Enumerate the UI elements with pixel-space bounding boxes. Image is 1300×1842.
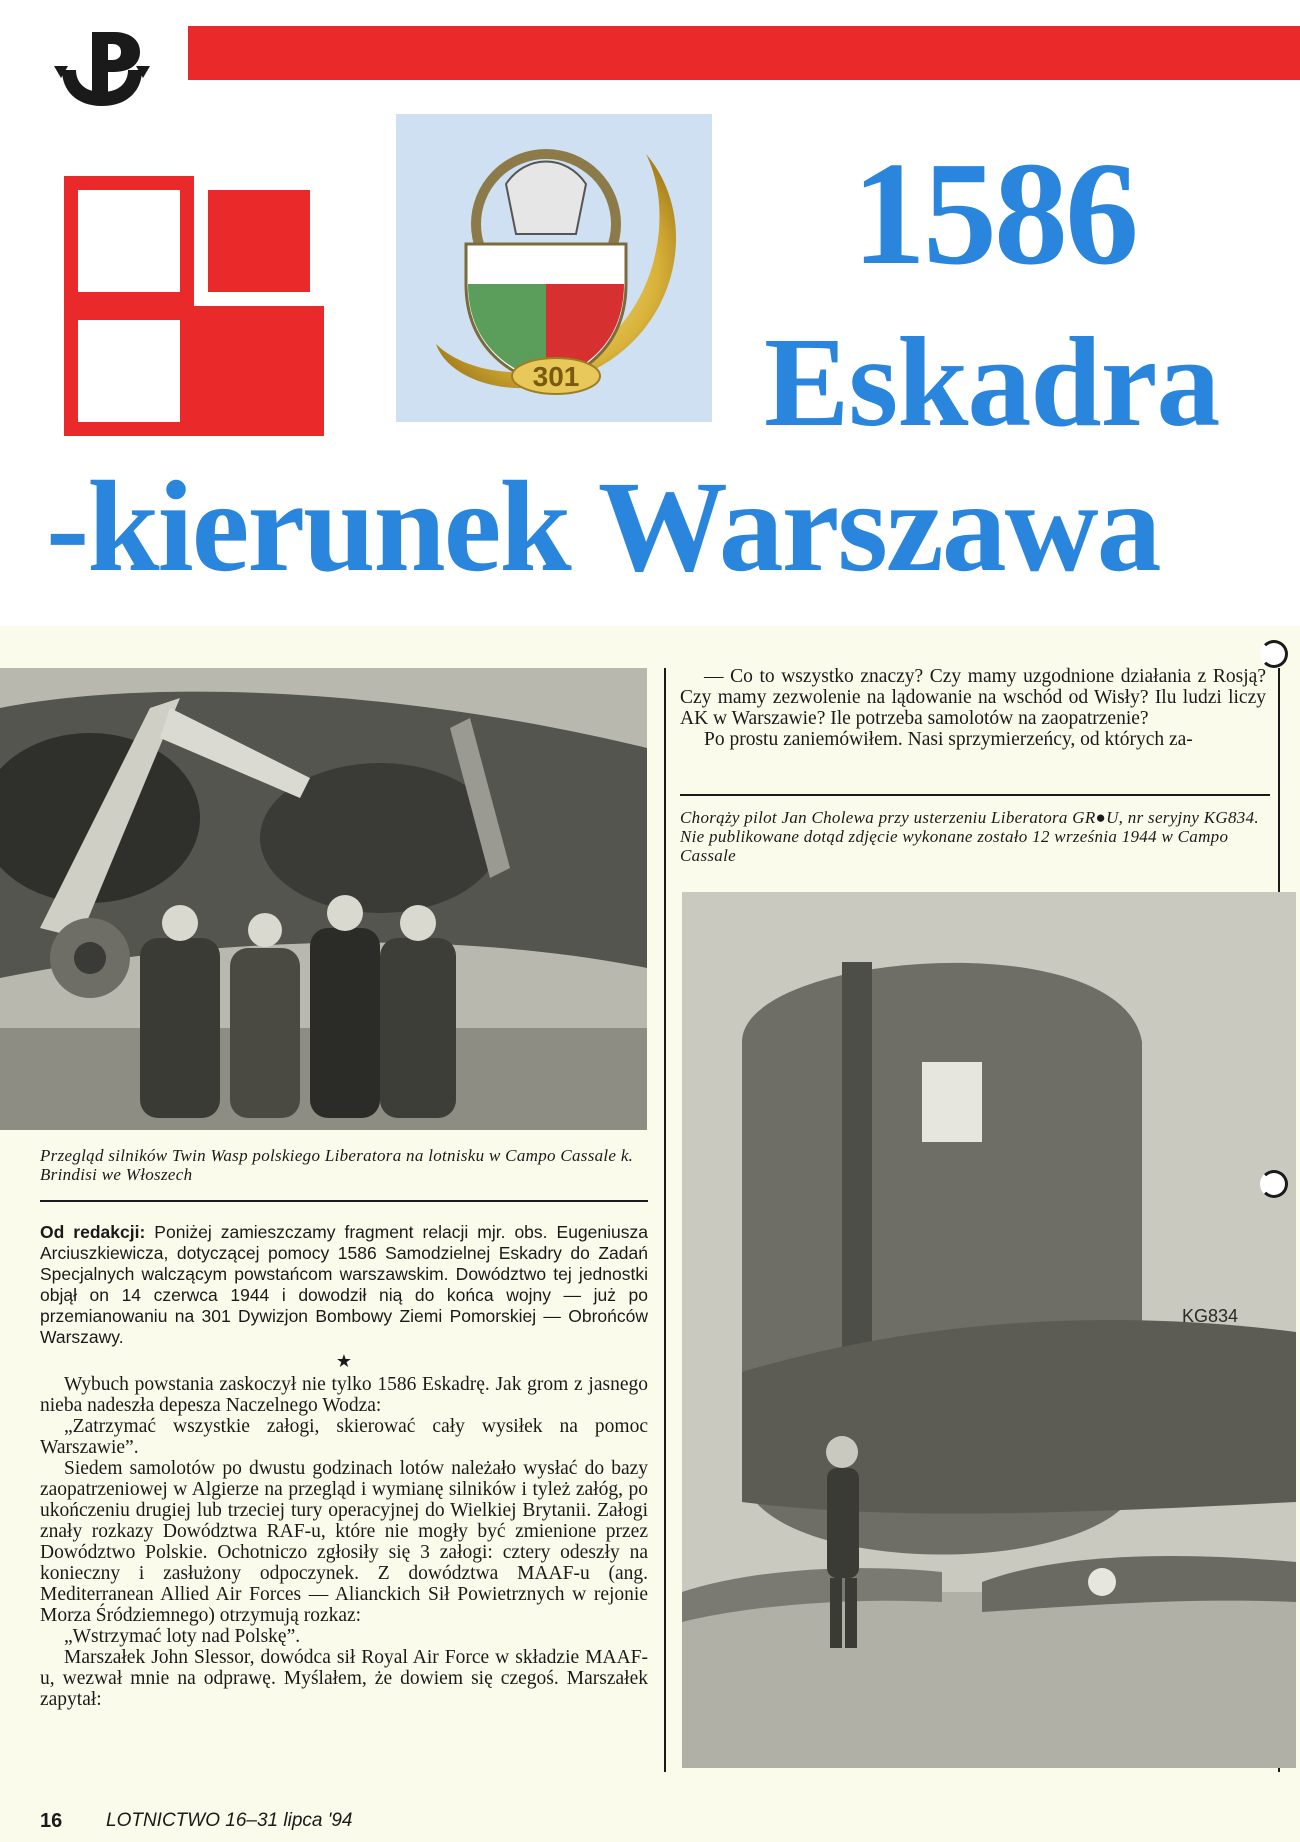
tail-serial: KG834 [1182, 1306, 1239, 1326]
right-photo-caption: Chorąży pilot Jan Cholewa przy usterzeniu Liberatora GR●U, nr seryjny KG834. Nie publikowane dotąd zdjęcie wykonane zostało 12 września 1944 w Campo Cassale [680, 808, 1259, 865]
kotwica-anchor-logo [52, 30, 164, 112]
polish-air-force-checkerboard [64, 176, 324, 436]
left-caption-rule [40, 1200, 648, 1202]
paragraph-5: Marszałek John Slessor, dowódca sił Royal Air Force w składzie MAAF-u, wezwał mnie na odprawę. Myślałem, że dowiem się czegoś. Marszałek zapytał: [40, 1647, 648, 1710]
red-header-bar [188, 26, 1300, 80]
editor-note-label: Od redakcji: [40, 1222, 146, 1242]
binder-hole-top [1260, 640, 1288, 668]
magazine-issue: LOTNICTWO 16–31 lipca '94 [106, 1810, 353, 1831]
squadron-badge-image [396, 114, 712, 422]
right-paragraph-1: — Co to wszystko znaczy? Czy mamy uzgodnione działania z Rosją? Czy mamy zezwolenie na lądowanie na wschód od Wisły? Ilu ludzi liczy AK w Warszawie? Ile potrzeba samolotów na zaopatrzenie? [680, 666, 1266, 729]
binder-hole-middle [1260, 1170, 1288, 1198]
right-column-text [680, 666, 1266, 750]
right-text-rule [680, 794, 1270, 796]
page-number: 16 [40, 1810, 63, 1832]
section-star: ★ [335, 1351, 353, 1371]
column-divider [664, 668, 666, 1772]
paragraph-4: „Wstrzymać loty nad Polskę”. [64, 1626, 301, 1647]
badge-number: 301 [532, 361, 580, 392]
paragraph-2: „Zatrzymać wszystkie załogi, skierować cały wysiłek na pomoc Warszawie”. [40, 1416, 648, 1458]
right-paragraph-2: Po prostu zaniemówiłem. Nasi sprzymierzeńcy, od których za- [704, 729, 1193, 750]
title-word: Eskadra [764, 311, 1220, 453]
left-column-text [40, 1222, 648, 1710]
editor-note [40, 1222, 648, 1348]
subtitle-kierunek-warszawa: -kierunek Warszawa [46, 455, 1160, 599]
photo-liberator-tail-pilot [682, 892, 1296, 1768]
title-number: 1586 [852, 132, 1136, 296]
editor-note-text: Poniżej zamieszczamy fragment relacji mjr. obs. Eugeniusza Arciuszkiewicza, dotyczącej pomocy 1586 Samodzielnej Eskadry do Zadań Specjalnych walczącym powstańcom warszawskim. Dowództwo tej jednostki objął on 14 czerwca 1944 i dowodził nią do końca wojny — już po przemianowaniu na 301 Dywizjon Bombowy Ziemi Pomorskiej — Obrońców Warszawy. [40, 1222, 648, 1347]
photo-liberator-engines-crew [0, 668, 647, 1130]
paragraph-1: Wybuch powstania zaskoczył nie tylko 1586 Eskadrę. Jak grom z jasnego nieba nadeszła depesza Naczelnego Wodza: [40, 1374, 648, 1416]
left-photo-caption: Przegląd silników Twin Wasp polskiego Liberatora na lotnisku w Campo Cassale k. Brindisi we Włoszech [40, 1146, 634, 1184]
paragraph-3: Siedem samolotów po dwustu godzinach lotów należało wysłać do bazy zaopatrzeniowej w Algierze na przegląd i wymianę silników i tyleż załóg, po ukończeniu drugiej lub trzeciej tury operacyjnej do Wielkiej Brytanii. Załogi znały rozkazy Dowództwa RAF-u, które nie mogły być zmienione przez Dowództwo Polskie. Ochotniczo zgłosiły się 3 załogi: cztery odeszły na konieczny i zasłużony odpoczynek. Z dowództwa MAAF-u (ang. Mediterranean Allied Air Forces — Alianckich Sił Powietrznych w rejonie Morza Śródziemnego) otrzymują rozkaz: [40, 1458, 648, 1626]
